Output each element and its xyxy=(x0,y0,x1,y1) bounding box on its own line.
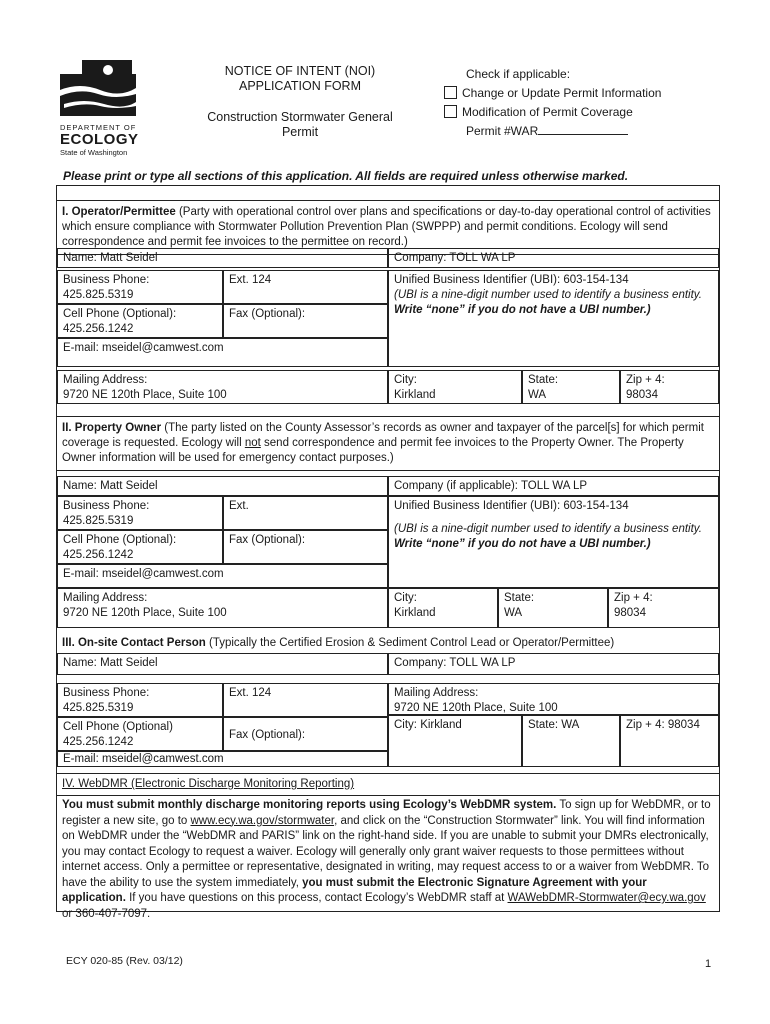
value: 425.825.5319 xyxy=(63,289,134,301)
section-3-desc: (Typically the Certified Erosion & Sediment Control Lead or Operator/Permittee) xyxy=(208,637,615,649)
logo-line2: ECOLOGY xyxy=(60,131,139,148)
ubi-note: (UBI is a nine-digit number used to identify a business entity. xyxy=(394,289,702,301)
value: 98034 xyxy=(614,607,646,619)
ubi-note2: Write “none” if you do not have a UBI number.) xyxy=(394,304,651,316)
s3-ext[interactable]: Ext. 124 xyxy=(223,683,388,717)
s3-city[interactable]: City: Kirkland xyxy=(388,715,522,767)
value: 9720 NE 120th Place, Suite 100 xyxy=(63,389,227,401)
value: 9720 NE 120th Place, Suite 100 xyxy=(63,607,227,619)
subtitle-line2: Permit xyxy=(281,125,319,139)
s3-cell-phone[interactable] xyxy=(57,717,223,751)
option-modification[interactable] xyxy=(444,103,684,122)
option-label: Change or Update Permit Information xyxy=(462,86,662,100)
label: Mailing Address: xyxy=(394,687,479,699)
value: WA xyxy=(504,607,523,619)
value: WA xyxy=(528,389,547,401)
s3-zip[interactable]: Zip + 4: 98034 xyxy=(620,715,719,767)
label: City: xyxy=(394,592,417,604)
s1-company[interactable]: Company: TOLL WA LP xyxy=(388,248,719,268)
label: Mailing Address: xyxy=(63,374,148,386)
s1-zip[interactable] xyxy=(620,370,719,404)
value: 425.256.1242 xyxy=(63,549,134,561)
label: Zip + 4: xyxy=(626,374,665,386)
section-4-heading: IV. WebDMR (Electronic Discharge Monitoring Reporting) xyxy=(62,778,355,790)
label: Zip + 4: xyxy=(614,592,653,604)
section-1-header xyxy=(57,200,719,255)
value: 425.256.1242 xyxy=(63,736,134,748)
instructions: Please print or type all sections of this application. All fields are required unless otherwise marked. xyxy=(63,169,629,183)
label: State: xyxy=(504,592,535,604)
s2-fax[interactable]: Fax (Optional): xyxy=(223,530,388,564)
s2-mailing[interactable] xyxy=(57,588,388,628)
s3-state[interactable]: State: WA xyxy=(522,715,620,767)
ubi-label: Unified Business Identifier (UBI): 603-154-134 xyxy=(394,500,629,512)
title-line1: NOTICE OF INTENT (NOI) xyxy=(224,64,376,78)
webdmr-required: You must submit monthly discharge monitoring reports using Ecology’s WebDMR system. xyxy=(62,799,557,811)
value: 425.256.1242 xyxy=(63,323,134,335)
webdmr-email-link[interactable]: WAWebDMR-Stormwater@ecy.wa.gov xyxy=(507,892,706,904)
s3-company[interactable]: Company: TOLL WA LP xyxy=(388,653,719,675)
logo-line1: DEPARTMENT OF xyxy=(60,123,137,132)
text: If you have questions on this process, contact Ecology’s WebDMR staff at xyxy=(125,892,508,904)
section-3-header xyxy=(57,634,719,654)
subtitle-line1: Construction Stormwater General xyxy=(207,110,393,124)
value: Kirkland xyxy=(394,607,436,619)
permit-label: Permit #WAR xyxy=(466,124,539,138)
logo-line3: State of Washington xyxy=(60,148,128,157)
value: 425.825.5319 xyxy=(63,515,134,527)
check-applicable xyxy=(444,65,684,141)
section-3-heading: III. On-site Contact Person xyxy=(62,637,206,649)
s1-state[interactable] xyxy=(522,370,620,404)
text: , and click on the “Construction Stormwater” link. You will find information on WebDMR under the “WebDMR and PARIS” link on the right-hand side. If you are unable to submit your DMRs electronically, you may contact Ecology to request a waiver. Ecology will generally only grant waiver requests to those permittees without internet access. Only a permittee or representative, designated in writing, may request access to or a waiver from WebDMR. To have the ability to use the system immediately, xyxy=(62,814,710,889)
check-title: Check if applicable: xyxy=(466,67,571,81)
label: State: xyxy=(528,374,559,386)
label: City: xyxy=(394,374,417,386)
s3-name[interactable]: Name: Matt Seidel xyxy=(57,653,388,675)
application-form xyxy=(56,185,720,920)
s2-company[interactable]: Company (if applicable): TOLL WA LP xyxy=(388,476,719,496)
section-2-desc-b: send correspondence and permit fee invoices to the Property Owner. The Property Owner information will be used for emergency contact purposes.) xyxy=(62,437,684,464)
s1-mailing[interactable] xyxy=(57,370,388,404)
s1-email[interactable]: E-mail: mseidel@camwest.com xyxy=(57,338,388,367)
s1-name[interactable]: Name: Matt Seidel xyxy=(57,248,388,268)
s3-mailing[interactable] xyxy=(388,683,719,715)
s2-ext[interactable]: Ext. xyxy=(223,496,388,530)
section-2-desc-not: not xyxy=(244,437,261,449)
option-change-update[interactable] xyxy=(444,84,684,103)
s1-ext[interactable]: Ext. 124 xyxy=(223,270,388,304)
value: 9720 NE 120th Place, Suite 100 xyxy=(394,702,558,714)
text: or 360-407-7097. xyxy=(62,907,151,920)
s1-city[interactable] xyxy=(388,370,522,404)
section-2-desc-a: (The party listed on the County Assessor’s records as owner and taxpayer of the parcel[s] for which permit coverage is requested. Ecology will xyxy=(62,422,704,449)
label: Business Phone: xyxy=(63,274,150,286)
section-1-heading: I. Operator/Permittee xyxy=(62,206,176,218)
text: To sign up for WebDMR, or to register a new site, go to xyxy=(62,799,711,827)
label: Business Phone: xyxy=(63,687,150,699)
ubi-note: (UBI is a nine-digit number used to identify a business entity. xyxy=(394,523,702,535)
checkbox-icon[interactable] xyxy=(444,86,457,99)
s2-email[interactable]: E-mail: mseidel@camwest.com xyxy=(57,564,388,588)
page-number: 1 xyxy=(705,958,712,970)
s2-zip[interactable] xyxy=(608,588,719,628)
ecology-logo-icon xyxy=(60,60,136,116)
ubi-label: Unified Business Identifier (UBI): 603-154-134 xyxy=(394,274,629,286)
label: Cell Phone (Optional) xyxy=(63,721,173,733)
ecology-logo xyxy=(60,60,140,157)
s2-cell-phone[interactable] xyxy=(57,530,223,564)
section-4-body xyxy=(62,798,712,922)
s2-ubi[interactable] xyxy=(388,496,719,588)
label: Business Phone: xyxy=(63,500,150,512)
s2-business-phone[interactable] xyxy=(57,496,223,530)
s3-business-phone[interactable] xyxy=(57,683,223,717)
value: 425.825.5319 xyxy=(63,702,134,714)
s3-email[interactable]: E-mail: mseidel@camwest.com xyxy=(57,751,388,767)
label: Cell Phone (Optional): xyxy=(63,534,177,546)
s2-state[interactable] xyxy=(498,588,608,628)
section-4-header xyxy=(57,773,719,796)
section-2-heading: II. Property Owner xyxy=(62,422,162,434)
s1-business-phone[interactable] xyxy=(57,270,223,304)
title-line2: APPLICATION FORM xyxy=(238,79,361,93)
value: Kirkland xyxy=(394,389,436,401)
checkbox-icon[interactable] xyxy=(444,105,457,118)
s2-name[interactable]: Name: Matt Seidel xyxy=(57,476,388,496)
section-1-desc: (Party with operational control over plans and specifications or day-to-day operational control of activities which ensure compliance with Stormwater Pollution Prevention Plan (SWPPP) and permit conditions. Ecology will send correspondence and permit fee invoices to the permittee on record.) xyxy=(62,206,711,248)
option-label: Modification of Permit Coverage xyxy=(462,105,633,119)
stormwater-link[interactable]: www.ecy.wa.gov/stormwater xyxy=(190,814,335,827)
s1-cell-phone[interactable] xyxy=(57,304,223,338)
section-2-header xyxy=(57,416,719,471)
ubi-note2: Write “none” if you do not have a UBI number.) xyxy=(394,538,651,550)
form-number: ECY 020-85 (Rev. 03/12) xyxy=(66,955,183,967)
s3-fax[interactable]: Fax (Optional): xyxy=(223,717,388,751)
label: Cell Phone (Optional): xyxy=(63,308,177,320)
value: 98034 xyxy=(626,389,658,401)
label: Mailing Address: xyxy=(63,592,148,604)
s2-city[interactable] xyxy=(388,588,498,628)
esa-required: you must submit the Electronic Signature Agreement with your application. xyxy=(62,876,647,904)
s1-ubi[interactable] xyxy=(388,270,719,367)
s1-fax[interactable]: Fax (Optional): xyxy=(223,304,388,338)
permit-number-field[interactable] xyxy=(444,122,684,141)
form-title xyxy=(200,64,400,140)
